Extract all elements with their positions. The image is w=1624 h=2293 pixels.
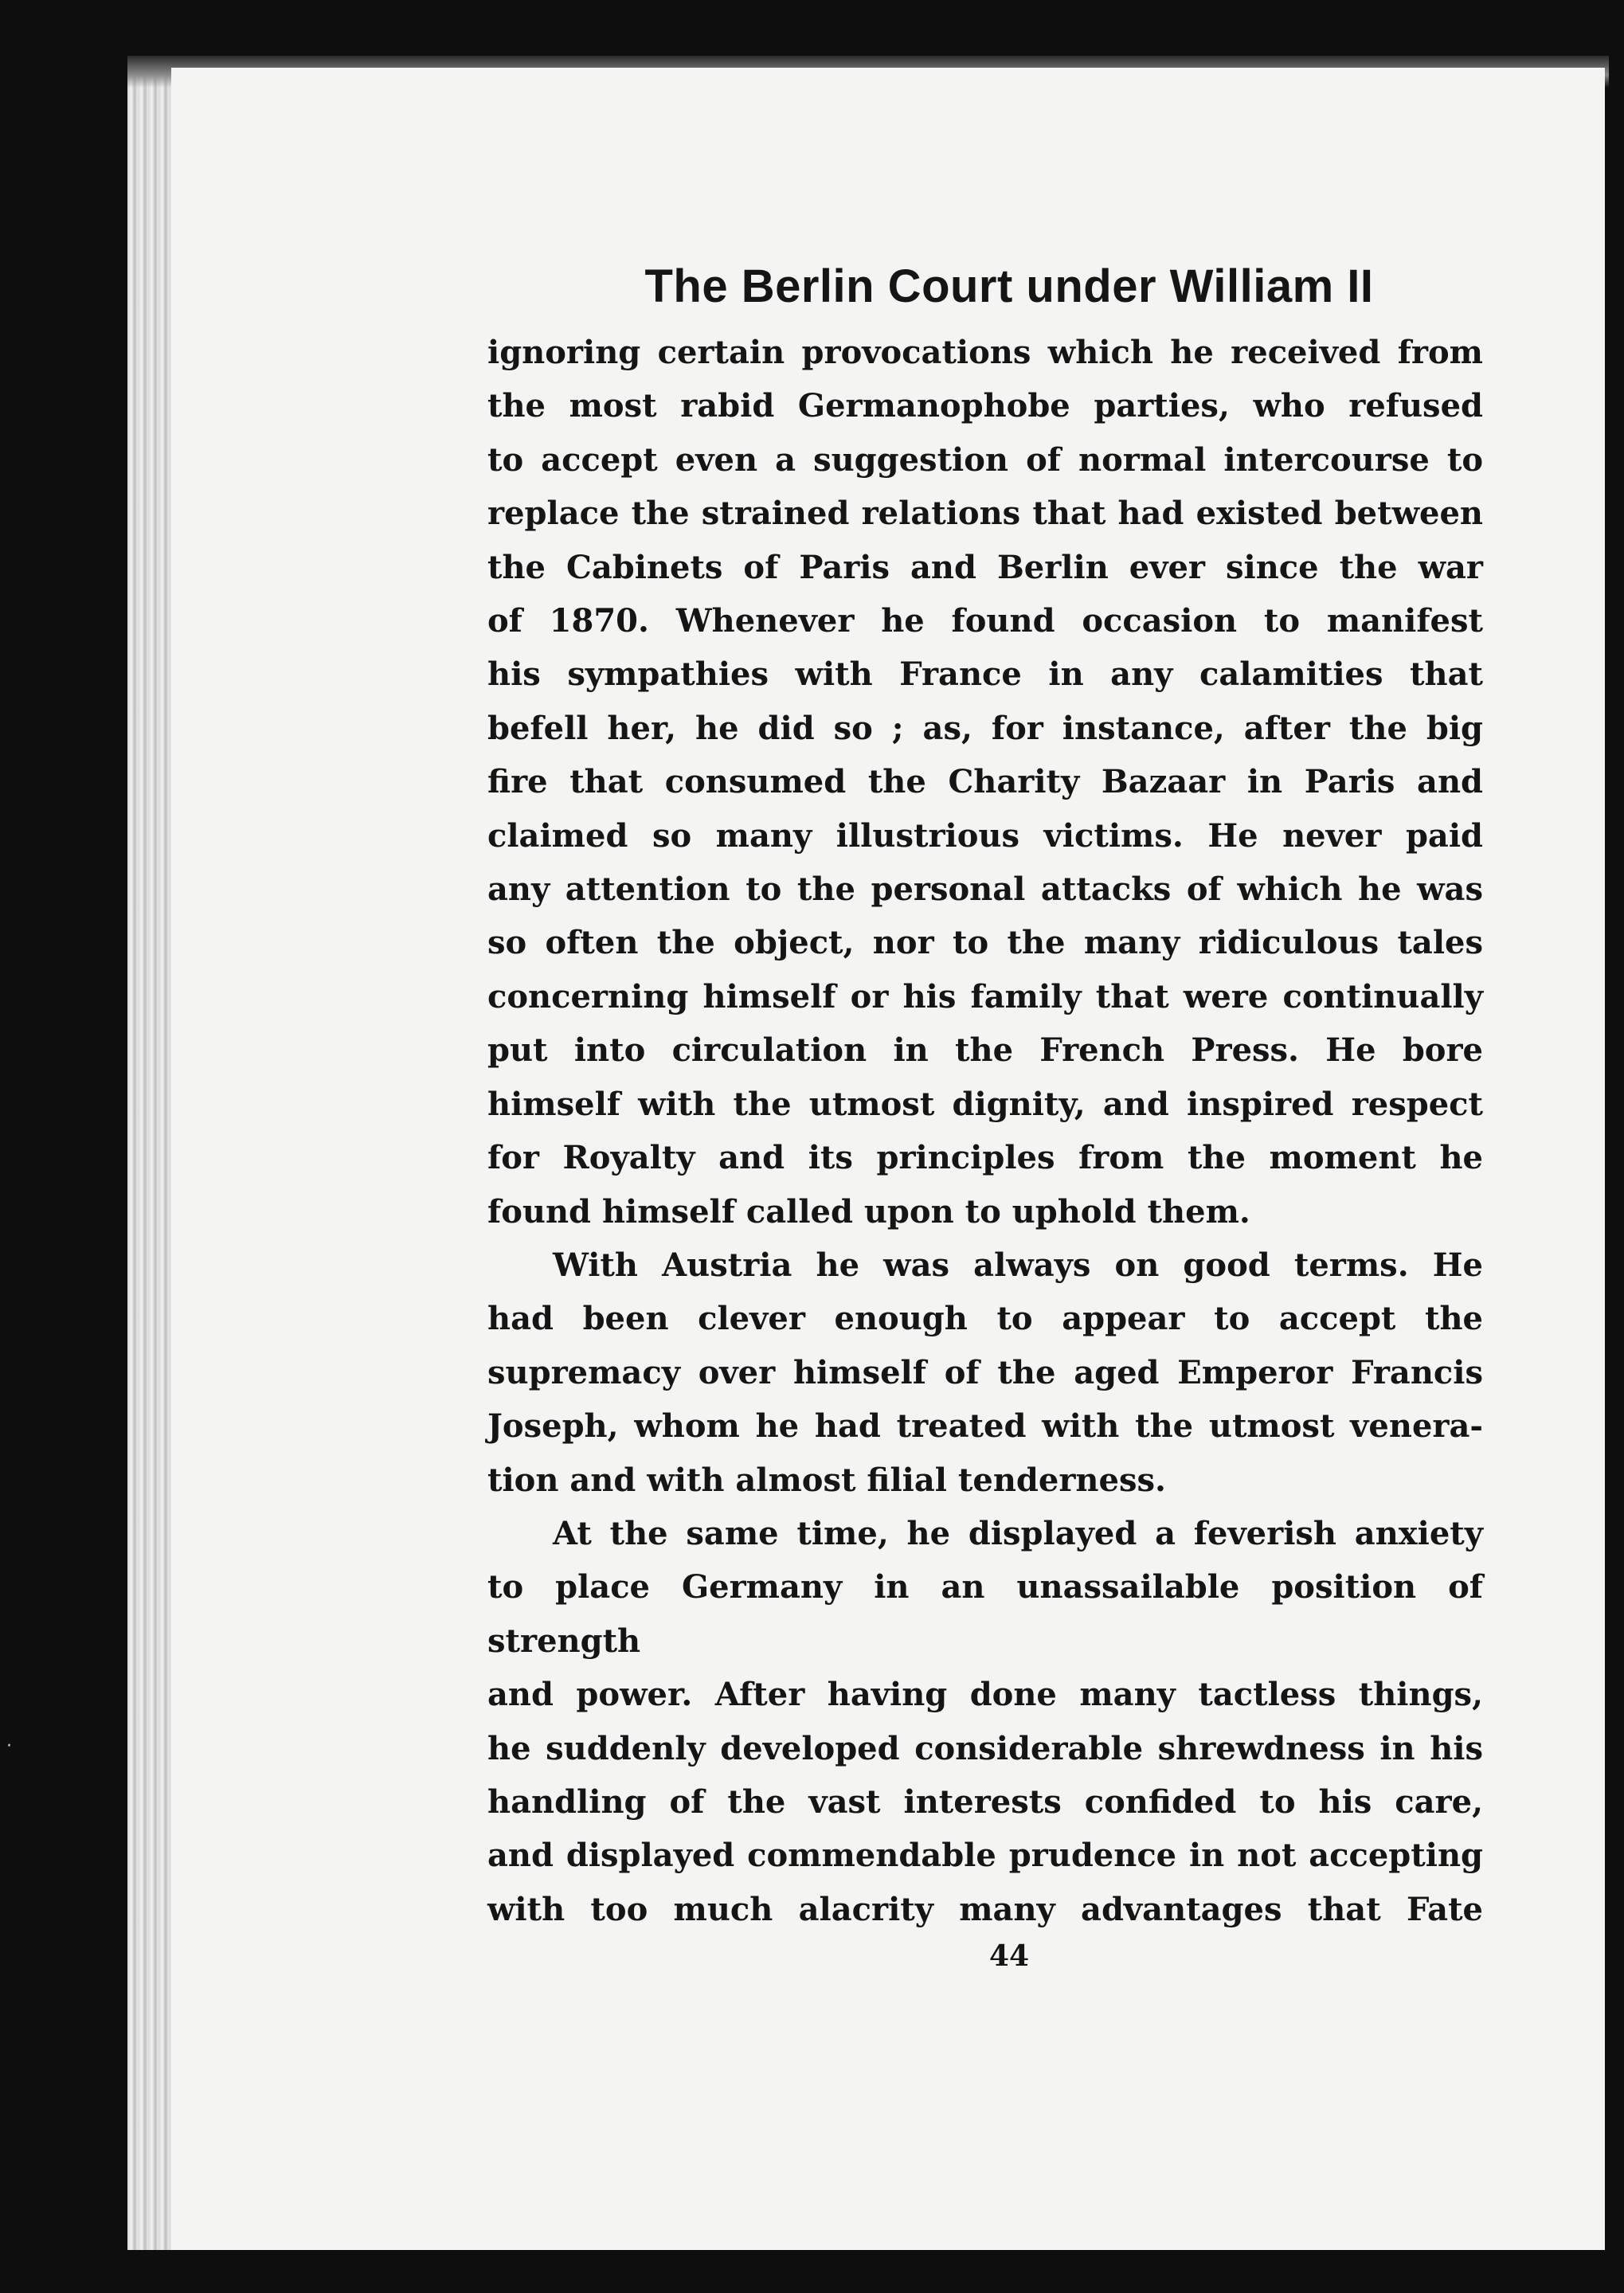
- text-line: his sympathies with France in any calamities that: [487, 655, 1483, 694]
- text-line: to place Germany in an unassailable position of strength: [487, 1568, 1483, 1660]
- text-line: fire that consumed the Charity Bazaar in Paris and: [487, 763, 1483, 801]
- text-line: he suddenly developed considerable shrewdness in his: [487, 1729, 1483, 1767]
- text-line: had been clever enough to appear to accept the: [487, 1300, 1483, 1338]
- text-line: claimed so many illustrious victims. He never paid: [487, 816, 1483, 855]
- text-line: himself with the utmost dignity, and inspired respect: [487, 1085, 1483, 1123]
- text-line: so often the object, nor to the many ridiculous tales: [487, 924, 1483, 962]
- text-line: tion and with almost filial tenderness.: [487, 1461, 1166, 1499]
- text-line: befell her, he did so ; as, for instance, after the big: [487, 709, 1483, 747]
- text-line: put into circulation in the French Press. He bore: [487, 1031, 1483, 1070]
- text-line: At the same time, he displayed a feverish anxiety: [553, 1514, 1483, 1552]
- text-line: handling of the vast interests confided to his care,: [487, 1782, 1483, 1821]
- text-line: with too much alacrity many advantages that Fate: [487, 1890, 1483, 1928]
- text-line: the Cabinets of Paris and Berlin ever since the war: [487, 548, 1483, 586]
- text-line: for Royalty and its principles from the moment he: [487, 1139, 1483, 1177]
- page-number: 44: [988, 1939, 1030, 1974]
- text-line: With Austria he was always on good terms. He: [553, 1246, 1483, 1284]
- body-text: [487, 326, 1483, 1936]
- text-line: concerning himself or his family that were continually: [487, 977, 1483, 1015]
- text-line: found himself called upon to uphold them.: [487, 1192, 1250, 1231]
- page-text-block: [487, 259, 1483, 1973]
- text-line: replace the strained relations that had existed between: [487, 495, 1483, 533]
- text-line: and displayed commendable prudence in not accepting: [487, 1837, 1483, 1875]
- text-line: any attention to the personal attacks of which he was: [487, 871, 1483, 909]
- text-line: the most rabid Germanophobe parties, who refused: [487, 387, 1483, 425]
- text-line: supremacy over himself of the aged Emperor Francis: [487, 1353, 1483, 1391]
- text-line: ignoring certain provocations which he received from: [487, 334, 1483, 371]
- text-line: and power. After having done many tactless things,: [487, 1676, 1483, 1714]
- text-line: Joseph, whom he had treated with the utmost venera-: [487, 1407, 1483, 1446]
- margin-speck: ·: [6, 1736, 12, 1756]
- running-head: The Berlin Court under William II: [644, 260, 1374, 312]
- text-line: to accept even a suggestion of normal intercourse to: [487, 440, 1483, 479]
- text-line: of 1870. Whenever he found occasion to manifest: [487, 602, 1483, 640]
